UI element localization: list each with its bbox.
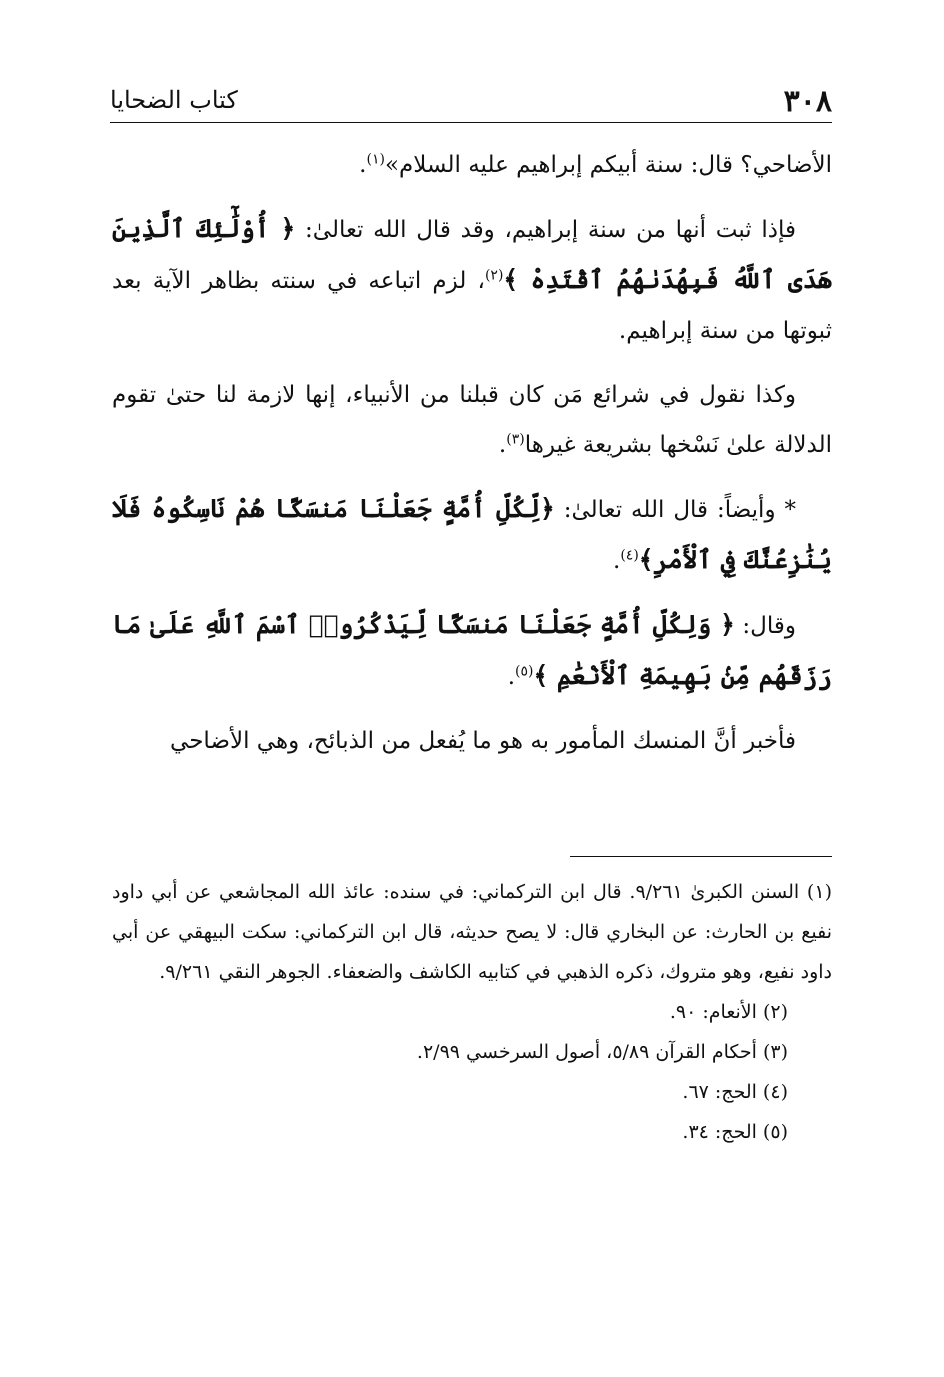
paragraph-5-text-before: وقال: [734,613,796,639]
paragraph-6-text: فأخبر أنَّ المنسك المأمور به هو ما يُفعل من الذبائح، وهي الأضاحي [170,728,796,754]
page-number: ٣٠٨ [783,84,832,119]
paragraph-1-end: . [359,152,367,178]
footnotes [112,872,832,1152]
paragraph-1-text: الأضاحي؟ قال: سنة أبيكم إبراهيم عليه السلام» [384,152,832,178]
quran-verse-1: ﴿ أُوْلَٰٓئِكَ ٱلَّذِينَ هَدَى ٱللَّهُ فَبِهُدَىٰهُمُ ٱقْتَدِهْ ﴾ [112,214,832,294]
paragraph-4 [112,484,832,586]
paragraph-6 [112,716,832,766]
quran-verse-3: ﴿ وَلِكُلِّ أُمَّةٍ جَعَلْنَا مَنسَكًا لِّيَذْكُرُوا۟ ٱسْمَ ٱللَّهِ عَلَىٰ مَا رَزَقَهُم مِّنۢ بَهِيمَةِ ٱلْأَنْعَٰمِ ﴾ [112,610,832,690]
paragraph-3-text: وكذا نقول في شرائع مَن كان قبلنا من الأنبياء، إنها لازمة لنا حتىٰ تقوم الدلالة علىٰ نَسْخها بشريعة غيرها [112,382,832,458]
footnote-3: (٣) أحكام القرآن ٥/٨٩، أصول السرخسي ٢/٩٩. [416,1041,788,1063]
running-title: كتاب الضحايا [110,86,238,114]
footnote-ref-5: (٥) [515,663,534,680]
footnote-separator [570,856,832,857]
paragraph-2 [112,204,832,356]
quran-verse-2: ﴿لِّكُلِّ أُمَّةٍ جَعَلْنَا مَنسَكًا هُمْ نَاسِكُوهُ فَلَا يُنَٰزِعُنَّكَ فِي ٱلْأَمْرِ﴾ [112,494,832,574]
paragraph-3-end: . [498,432,507,458]
footnote-ref-2: (٢) [484,267,504,284]
footnote-2: (٢) الأنعام: ٩٠. [669,1001,788,1023]
paragraph-3 [112,370,832,470]
main-text [112,140,832,780]
footnote-1: (١) السنن الكبرىٰ ٩/٢٦١. قال ابن التركماني: في سنده: عائذ الله المجاشعي عن أبي داود نفيع بن الحارث: عن البخاري قال: لا يصح حديثه، قال ابن التركماني: سكت البيهقي عن أبي داود نفيع، وهو متروك، ذكره الذهبي في كتابيه الكاشف والضعفاء. الجوهر النقي ٩/٢٦١. [112,881,832,983]
footnote-4: (٤) الحج: ٦٧. [682,1081,788,1103]
paragraph-4-end: . [613,548,621,574]
paragraph-5-end: . [507,664,516,690]
paragraph-5 [112,600,832,702]
page-header [110,78,832,123]
footnote-ref-1: (١) [366,151,385,168]
paragraph-1 [112,140,832,190]
paragraph-2-text-before: فإذا ثبت أنها من سنة إبراهيم، وقد قال الله تعالىٰ: [295,217,796,243]
paragraph-2-text-after: ، لزم اتباعه في سنته بظاهر الآية بعد ثبوتها من سنة إبراهيم. [112,268,832,344]
footnote-ref-3: (٣) [506,431,525,448]
footnote-5: (٥) الحج: ٣٤. [682,1121,788,1143]
paragraph-4-text-before: * وأيضاً: قال الله تعالىٰ: [554,497,796,523]
footnote-ref-4: (٤) [620,547,639,564]
